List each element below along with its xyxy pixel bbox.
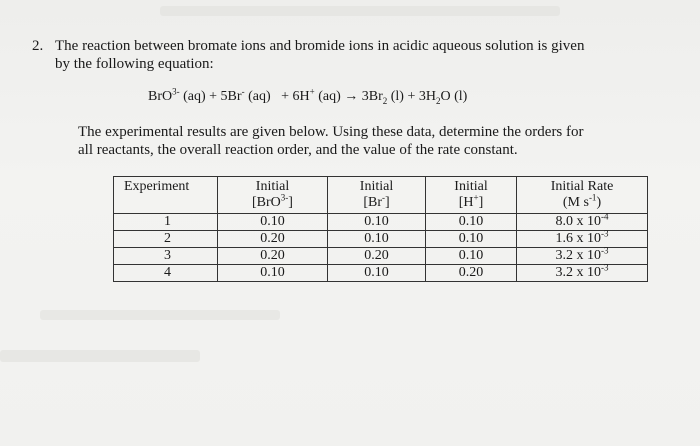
experiment-data-table (113, 176, 648, 282)
header-bromide: Initial [Br-] (328, 177, 426, 214)
table-row (114, 248, 648, 265)
cell-rate: 3.2 x $10^{-3}$ (517, 265, 648, 282)
cell-bromide: 0.10 (328, 231, 426, 248)
instructions-line-2: all reactants, the overall reaction order, and the value of the rate constant. (78, 142, 518, 158)
cell-bromate: 0.20 (218, 231, 328, 248)
header-bromate: Initial [BrO$^{3-}$] (218, 177, 328, 214)
cell-experiment: 1 (114, 214, 218, 231)
bleed-through (0, 350, 200, 362)
table-row (114, 265, 648, 282)
question-text-line-1: The reaction between bromate ions and bromide ions in acidic aqueous solution is given (55, 38, 585, 54)
cell-bromide: 0.10 (328, 214, 426, 231)
cell-experiment: 3 (114, 248, 218, 265)
cell-bromate: 0.10 (218, 214, 328, 231)
cell-hydrogen: 0.10 (426, 248, 517, 265)
table-header-row (114, 177, 648, 214)
cell-hydrogen: 0.20 (426, 265, 517, 282)
bleed-through (40, 310, 280, 320)
cell-bromate: 0.10 (218, 265, 328, 282)
table-row (114, 231, 648, 248)
cell-rate: 1.6 x $10^{-3}$ (517, 231, 648, 248)
chemical-equation: BrO$^{3-}$ (aq) + 5Br- (aq) + 6H+ $(aq) \to 3Br_2$ $(l) + 3H_2O$ (l) (148, 86, 468, 106)
question-number: 2. (32, 38, 44, 54)
header-hydrogen: Initial [H+] (426, 177, 517, 214)
bleed-through (160, 6, 560, 16)
cell-experiment: 2 (114, 231, 218, 248)
cell-rate: 3.2 x $10^{-3}$ (517, 248, 648, 265)
instructions-line-1: The experimental results are given below. Using these data, determine the orders for (78, 124, 584, 140)
cell-rate: 8.0 x $10^{-4}$ (517, 214, 648, 231)
cell-hydrogen: 0.10 (426, 231, 517, 248)
cell-bromide: 0.10 (328, 265, 426, 282)
header-initial-rate: Initial Rate (M $s^{-1}$) (517, 177, 648, 214)
cell-hydrogen: 0.10 (426, 214, 517, 231)
cell-experiment: 4 (114, 265, 218, 282)
header-experiment: Experiment (114, 177, 218, 214)
question-text-line-2: by the following equation: (55, 56, 214, 72)
table-row (114, 214, 648, 231)
cell-bromate: 0.20 (218, 248, 328, 265)
cell-bromide: 0.20 (328, 248, 426, 265)
